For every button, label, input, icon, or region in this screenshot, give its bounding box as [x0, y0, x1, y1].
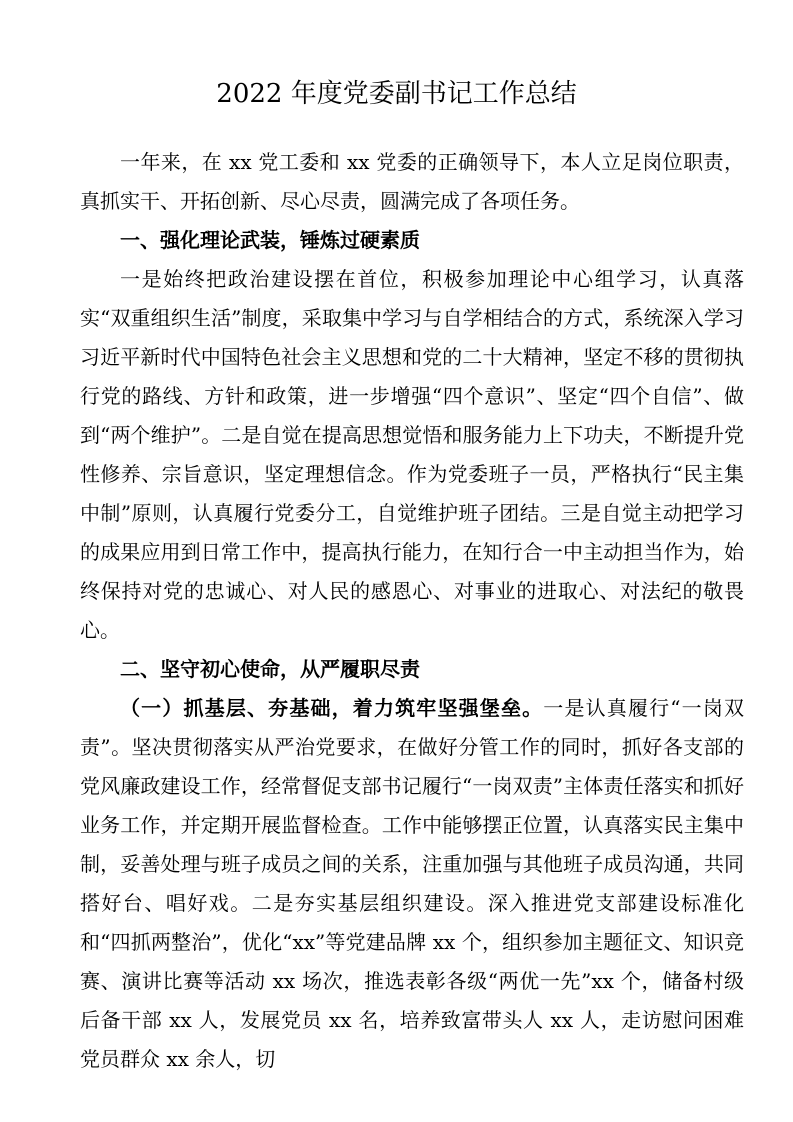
- subsection-1-text: 一是认真履行“一岗双责”。坚决贯彻落实从严治党要求，在做好分管工作的同时，抓好各支部的党风廉政建设工作，经常督促支部书记履行“一岗双责”主体责任落实和抓好业务工作，并定期开展监督检查。工作中能够摆正位置，认真落实民主集中制，妥善处理与班子成员之间的关系，注重加强与其他班子成员沟通，共同搭好台、唱好戏。二是夯实基层组织建设。深入推进党支部建设标准化和“四抓两整治”，优化“xx”等党建品牌 xx 个，组织参加主题征文、知识竞赛、演讲比赛等活动 xx 场次，推选表彰各级“两优一先”xx 个，储备村级后备干部 xx 人，发展党员 xx 名，培养致富带头人 xx 人，走访慰问困难党员群众 xx 余人，切: [80, 696, 745, 1071]
- intro-paragraph: 一年来，在 xx 党工委和 xx 党委的正确领导下，本人立足岗位职责，真抓实干、开拓创新、尽心尽责，圆满完成了各项任务。: [80, 150, 744, 213]
- subsection-1-lead: （一）抓基层、夯基础，着力筑牢坚强堡垒。: [120, 696, 544, 720]
- section-2-paragraph: [80, 689, 744, 1079]
- document-title: 2022 年度党委副书记工作总结: [216, 79, 577, 109]
- document-body: [80, 143, 744, 1079]
- section-1-paragraph: 一是始终把政治建设摆在首位，积极参加理论中心组学习，认真落实“双重组织生活”制度，采取集中学习与自学相结合的方式，系统深入学习习近平新时代中国特色社会主义思想和党的二十大精神，坚定不移的贯彻执行党的路线、方针和政策，进一步增强“四个意识”、坚定“四个自信”、做到“两个维护”。二是自觉在提高思想觉悟和服务能力上下功夫，不断提升党性修养、宗旨意识，坚定理想信念。作为党委班子一员，严格执行“民主集中制”原则，认真履行党委分工，自觉维护班子团结。三是自觉主动把学习的成果应用到日常工作中，提高执行能力，在知行合一中主动担当作为，始终保持对党的忠诚心、对人民的感恩心、对事业的进取心、对法纪的敬畏心。: [80, 267, 744, 642]
- section-2-heading: 二、坚守初心使命，从严履职尽责: [120, 657, 420, 681]
- section-1-heading: 一、强化理论武装，锤炼过硬素质: [120, 228, 420, 252]
